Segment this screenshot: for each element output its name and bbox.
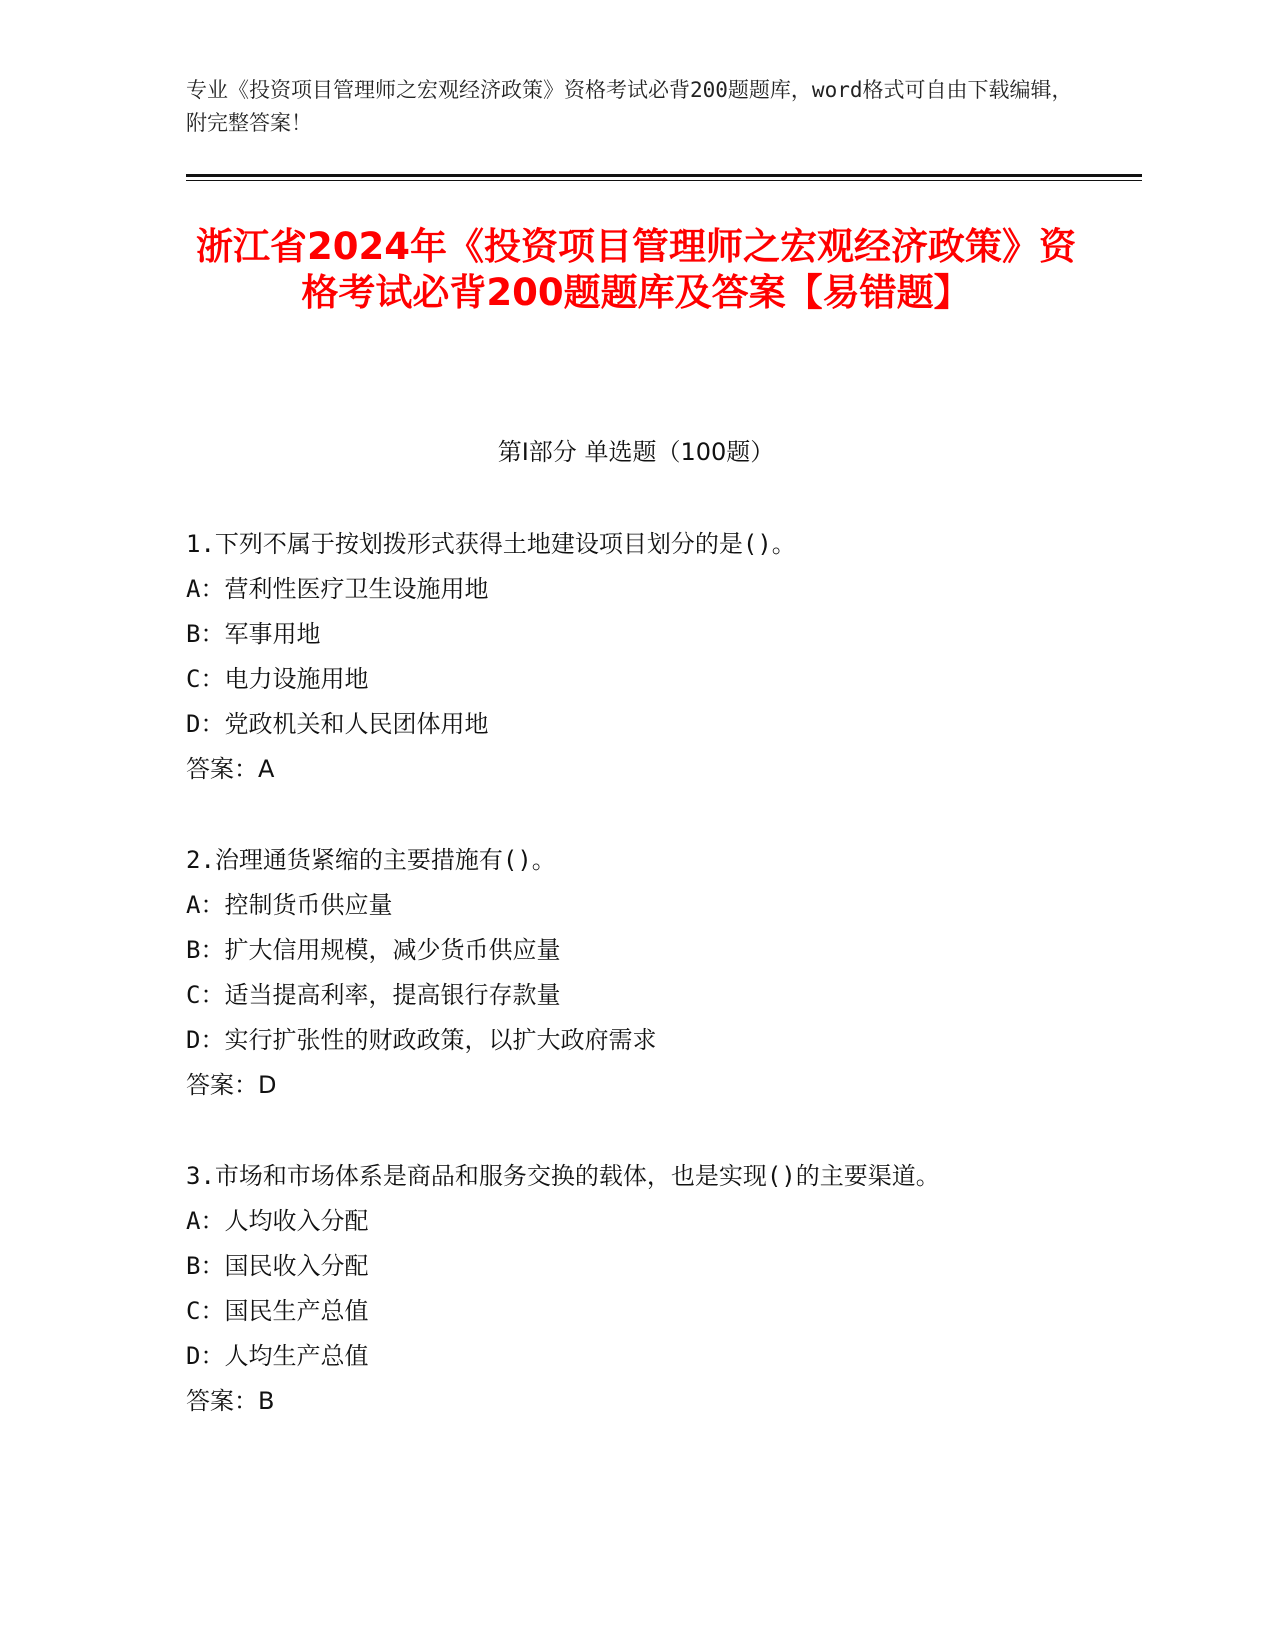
option-c: C：电力设施用地 [186,665,369,693]
answer: 答案：A [186,755,275,783]
question-2 [186,838,1086,1108]
answer: 答案：B [186,1387,275,1415]
section-title: 第I部分 单选题（100题） [497,438,775,466]
header-rule-thin [186,180,1142,181]
header-note: 专业《投资项目管理师之宏观经济政策》资格考试必背200题题库，word格式可自由下载编辑，附完整答案！ [186,78,1073,135]
option-b: B：扩大信用规模，减少货币供应量 [186,936,561,964]
question-spacer [186,792,1086,838]
option-d: D：党政机关和人民团体用地 [186,710,489,738]
question-spacer [186,1108,1086,1154]
option-a: A：营利性医疗卫生设施用地 [186,575,489,603]
option-a: A：控制货币供应量 [186,891,393,919]
option-d: D：实行扩张性的财政政策，以扩大政府需求 [186,1026,657,1054]
question-3 [186,1154,1086,1424]
option-a: A：人均收入分配 [186,1207,369,1235]
option-b: B：军事用地 [186,620,321,648]
document-title: 浙江省2024年《投资项目管理师之宏观经济政策》资格考试必背200题题库及答案【易错题】 [196,225,1076,314]
question-stem: 2.治理通货紧缩的主要措施有()。 [186,846,556,874]
option-c: C：适当提高利率，提高银行存款量 [186,981,561,1009]
question-1 [186,522,1086,792]
option-b: B：国民收入分配 [186,1252,369,1280]
question-stem: 3.市场和市场体系是商品和服务交换的载体，也是实现()的主要渠道。 [186,1162,940,1190]
option-d: D：人均生产总值 [186,1342,369,1370]
option-c: C：国民生产总值 [186,1297,369,1325]
question-list [186,522,1086,1424]
answer: 答案：D [186,1071,277,1099]
question-stem: 1.下列不属于按划拨形式获得土地建设项目划分的是()。 [186,530,796,558]
header-rule-thick [186,174,1142,177]
